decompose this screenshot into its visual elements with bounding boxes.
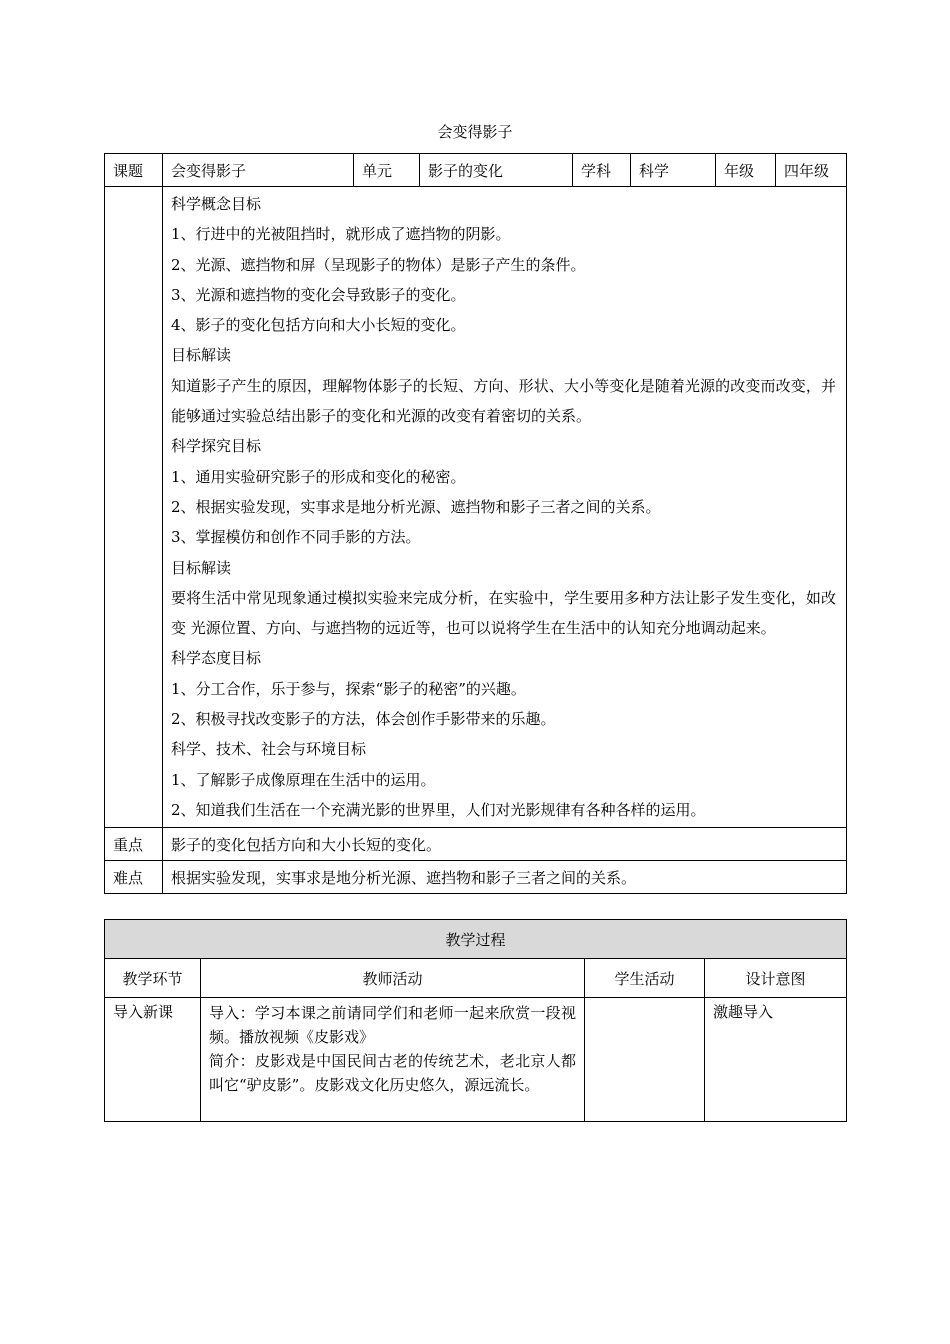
- goal-line: 4、影子的变化包括方向和大小长短的变化。: [171, 316, 466, 335]
- column-header: 设计意图: [705, 959, 847, 998]
- teacher-activity-cell: [201, 998, 585, 1122]
- teacher-activity-text: 简介：皮影戏是中国民间古老的传统艺术，老北京人都叫它“驴皮影”。皮影戏文化历史悠久，源远流长。: [209, 1052, 576, 1094]
- subject-label: 学科: [573, 154, 631, 187]
- header-row: [105, 154, 847, 187]
- goals-row: [105, 187, 847, 828]
- goal-paragraph: 要将生活中常见现象通过模拟实验来完成分析，在实验中，学生要用多种方法让影子发生变化，如改变 光源位置、方向、与遮挡物的远近等，也可以说将学生在生活中的认知充分地调动起来。: [171, 588, 836, 638]
- key-point-text: 影子的变化包括方向和大小长短的变化。: [163, 828, 847, 861]
- subject-value: 科学: [631, 154, 716, 187]
- goals-label: [105, 187, 163, 828]
- column-header: 教师活动: [201, 959, 585, 998]
- teaching-process-table: [104, 919, 847, 1122]
- process-column-header: [105, 959, 847, 998]
- goal-line: 2、积极寻找改变影子的方法，体会创作手影带来的乐趣。: [171, 710, 556, 729]
- difficult-point-text: 根据实验发现，实事求是地分析光源、遮挡物和影子三者之间的关系。: [163, 861, 847, 894]
- goal-line: 1、了解影子成像原理在生活中的运用。: [171, 770, 436, 789]
- lesson-info-table: [104, 153, 847, 894]
- grade-value: 四年级: [776, 154, 847, 187]
- stage-cell: 导入新课: [105, 998, 201, 1122]
- goal-line: 1、分工合作，乐于参与，探索“影子的秘密”的兴趣。: [171, 679, 526, 698]
- student-activity-cell: [585, 998, 705, 1122]
- topic-label: 课题: [105, 154, 163, 187]
- goal-line: 科学概念目标: [171, 195, 262, 213]
- goal-line: 2、根据实验发现，实事求是地分析光源、遮挡物和影子三者之间的关系。: [171, 497, 661, 516]
- key-point-row: [105, 828, 847, 861]
- column-header: 学生活动: [585, 959, 705, 998]
- goal-line: 科学、技术、社会与环境目标: [171, 740, 367, 759]
- goal-line: 2、光源、遮挡物和屏（呈现影子的物体）是影子产生的条件。: [171, 255, 586, 274]
- difficult-point-label: 难点: [105, 861, 163, 894]
- goal-line: 1、通用实验研究影子的形成和变化的秘密。: [171, 467, 466, 486]
- process-heading-row: [105, 920, 847, 959]
- goal-line: 2、知道我们生活在一个充满光影的世界里，人们对光影规律有各种各样的运用。: [171, 800, 706, 819]
- teacher-activity-text: 导入：学习本课之前请同学们和老师一起来欣赏一段视频。播放视频《皮影戏》: [209, 1004, 576, 1046]
- difficult-point-row: [105, 861, 847, 894]
- unit-value: 影子的变化: [420, 154, 573, 187]
- goal-line: 1、行进中的光被阻挡时，就形成了遮挡物的阴影。: [171, 225, 511, 244]
- column-header: 教学环节: [105, 959, 201, 998]
- unit-label: 单元: [354, 154, 420, 187]
- key-point-label: 重点: [105, 828, 163, 861]
- page-title: 会变得影子: [437, 123, 513, 141]
- goal-line: 科学态度目标: [171, 649, 262, 668]
- goal-line: 目标解读: [171, 558, 232, 577]
- goal-paragraph: 知道影子产生的原因，理解物体影子的长短、方向、形状、大小等变化是随着光源的改变而改变，并能够通过实验总结出影子的变化和光源的改变有着密切的关系。: [171, 376, 836, 426]
- goals-cell: [163, 187, 847, 828]
- grade-label: 年级: [716, 154, 776, 187]
- process-heading: 教学过程: [105, 920, 847, 959]
- goal-line: 目标解读: [171, 346, 232, 365]
- goal-line: 3、光源和遮挡物的变化会导致影子的变化。: [171, 285, 466, 304]
- table-row: [105, 998, 847, 1122]
- topic-value: 会变得影子: [163, 154, 354, 187]
- design-intent-cell: 激趣导入: [705, 998, 847, 1122]
- goal-line: 3、掌握模仿和创作不同手影的方法。: [171, 528, 421, 547]
- goal-line: 科学探究目标: [171, 437, 262, 456]
